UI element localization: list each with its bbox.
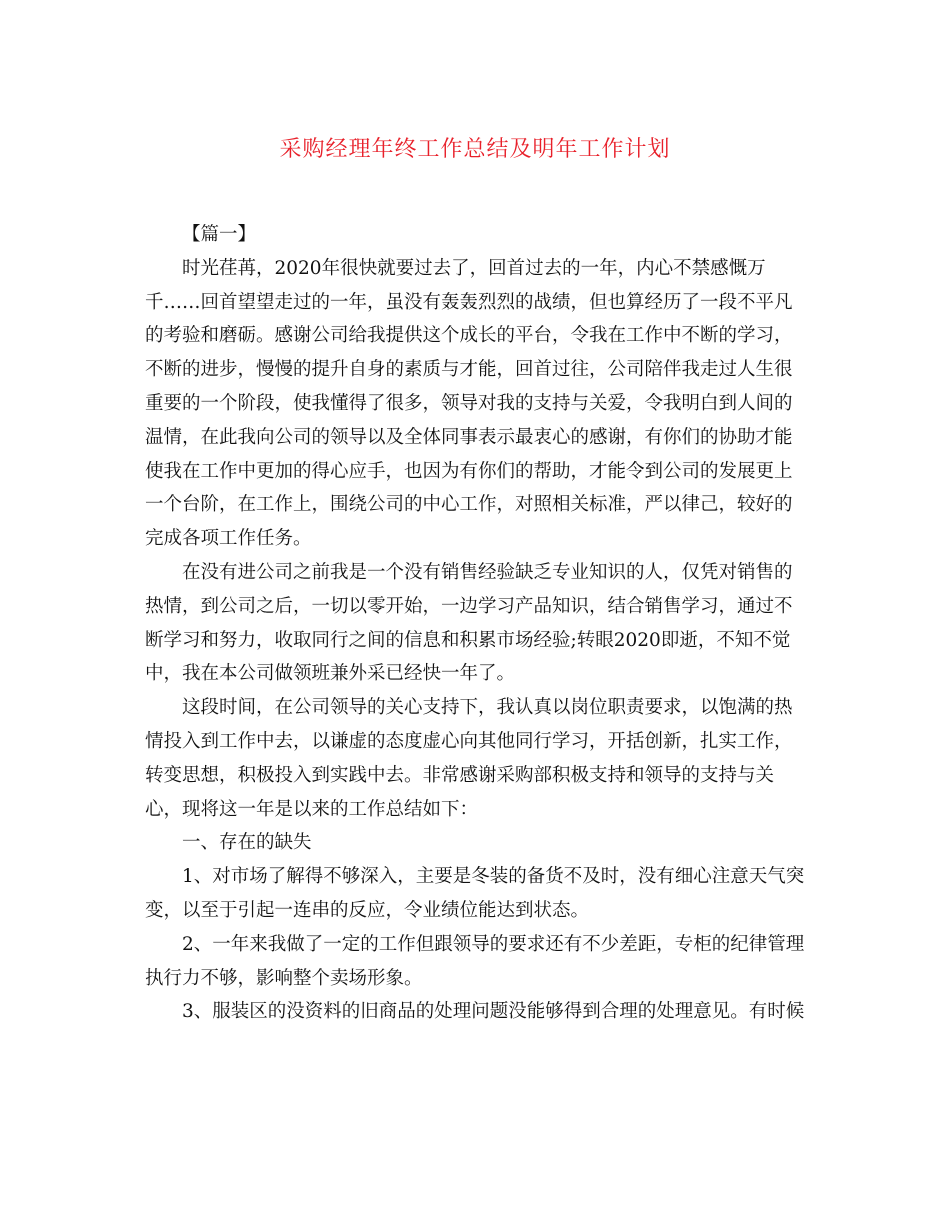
text-line: 热情，到公司之后，一切以零开始，一边学习产品知识，结合销售学习，通过不 (145, 595, 793, 617)
text-line: 的考验和磨砺。感谢公司给我提供这个成长的平台，令我在工作中不断的学习， (145, 325, 793, 347)
text-line: 情投入到工作中去，以谦虚的态度虚心向其他同行学习，开括创新，扎实工作， (145, 730, 793, 752)
text-line: 在没有进公司之前我是一个没有销售经验缺乏专业知识的人，仅凭对销售的 (182, 561, 793, 583)
text-line: 执行力不够，影响整个卖场形象。 (145, 967, 423, 989)
document-title: 采购经理年终工作总结及明年工作计划 (279, 137, 671, 162)
text-line: 【篇一】 (182, 224, 257, 245)
text-line: 温情，在此我向公司的领导以及全体同事表示最衷心的感谢，有你们的协助才能 (145, 426, 793, 448)
text-line: 这段时间，在公司领导的关心支持下，我认真以岗位职责要求，以饱满的热 (182, 697, 793, 719)
text-line: 1、对市场了解得不够深入，主要是冬装的备货不及时，没有细心注意天气突 (182, 866, 805, 888)
text-line: 心，现将这一年是以来的工作总结如下： (145, 798, 479, 820)
text-line: 不断的进步，慢慢的提升自身的素质与才能，回首过往，公司陪伴我走过人生很 (145, 359, 793, 381)
text-line: 一个台阶，在工作上，围绕公司的中心工作，对照相关标准，严以律己，较好的 (145, 494, 793, 516)
text-line: 断学习和努力，收取同行之间的信息和积累市场经验;转眼2020即逝，不知不觉 (145, 629, 791, 651)
text-line: 3、服装区的没资料的旧商品的处理问题没能够得到合理的处理意见。有时候 (182, 1001, 805, 1023)
text-line: 千……回首望望走过的一年，虽没有轰轰烈烈的战绩，但也算经历了一段不平凡 (145, 291, 793, 313)
text-line: 重要的一个阶段，使我懂得了很多，领导对我的支持与关爱，令我明白到人间的 (145, 392, 793, 414)
text-line: 完成各项工作任务。 (145, 528, 312, 550)
text-line: 使我在工作中更加的得心应手，也因为有你们的帮助，才能令到公司的发展更上 (145, 460, 793, 482)
text-line: 转变思想，积极投入到实践中去。非常感谢采购部积极支持和领导的支持与关 (145, 764, 775, 786)
document-body (145, 218, 805, 1029)
text-line: 2、一年来我做了一定的工作但跟领导的要求还有不少差距，专柜的纪律管理 (182, 933, 805, 955)
text-line: 变，以至于引起一连串的反应，令业绩位能达到状态。 (145, 899, 590, 921)
text-line: 一、存在的缺失 (182, 832, 312, 854)
text-line: 时光荏苒，2020年很快就要过去了，回首过去的一年，内心不禁感慨万 (182, 257, 766, 279)
text-line: 中，我在本公司做领班兼外采已经快一年了。 (145, 663, 516, 685)
